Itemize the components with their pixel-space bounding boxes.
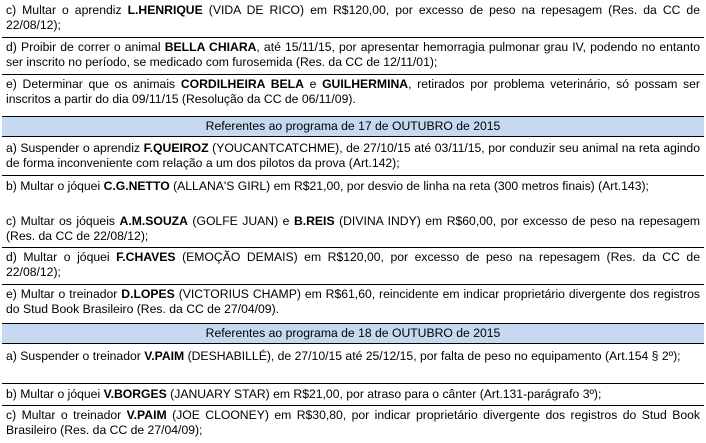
ruling-item — [6, 40, 700, 70]
divider — [2, 284, 704, 285]
ruling-text: (VICTORIUS CHAMP) em R$61,60, reincidente em indicar proprietário divergente dos registros do Stud Book Brasileiro (Res. da CC de 27/04/09). — [6, 287, 701, 316]
ruling-item — [6, 408, 700, 438]
animal-name: CORDILHEIRA BELA — [180, 77, 304, 91]
ruling-item — [6, 349, 700, 364]
ruling-text: a) Suspender o aprendiz — [6, 141, 144, 155]
ruling-item — [6, 214, 700, 244]
ruling-text: c) Multar os jóqueis — [6, 214, 120, 228]
ruling-text: b) Multar o jóquei — [6, 179, 104, 193]
ruling-text: (VIDA DE RICO) em R$120,00, por excesso de peso na repesagem (Res. da CC de 22/08/12); — [6, 3, 700, 32]
person-name: V.PAIM — [126, 408, 167, 422]
divider — [2, 74, 704, 75]
ruling-text: (EMOÇÃO DEMAIS) em R$120,00, por excesso de peso na repesagem (Res. da CC de 22/08/12); — [6, 250, 700, 279]
ruling-item — [6, 141, 700, 171]
ruling-text: c) Multar o aprendiz — [6, 3, 128, 17]
ruling-text: d) Multar o jóquei — [6, 250, 117, 264]
person-name: F.CHAVES — [116, 250, 176, 264]
ruling-text: b) Multar o jóquei — [6, 387, 104, 401]
ruling-item — [6, 287, 700, 317]
person-name: A.M.SOUZA — [119, 214, 188, 228]
section-header — [2, 116, 704, 137]
ruling-text: e) Determinar que os animais — [6, 77, 181, 91]
person-name: V.PAIM — [144, 349, 185, 363]
ruling-text: (JOE CLOONEY) em R$30,80, por indicar proprietário divergente dos registros do Stud Book Brasileiro (Res. da CC de 27/04/09); — [6, 408, 701, 437]
divider — [2, 383, 704, 384]
person-name: B.REIS — [293, 214, 335, 228]
ruling-text: (DIVINA INDY) em R$60,00, por excesso de peso na repesagem (Res. da CC de 22/08/12); — [6, 214, 700, 243]
ruling-text: (YOUCANTCATCHME), de 27/10/15 até 03/11/15, por conduzir seu animal na reta agindo de forma inconveniente com relação a um dos pilotos da prova (Art.142); — [6, 141, 700, 170]
person-name: D.LOPES — [121, 287, 175, 301]
ruling-item — [6, 179, 700, 194]
person-name: F.QUEIROZ — [143, 141, 209, 155]
ruling-text: , até 15/11/15, por apresentar hemorragia pulmonar grau IV, podendo no entanto ser inscrito no período, se medicado com furosemida (Res. da CC de 12/11/01); — [6, 40, 700, 69]
ruling-text: (JANUARY STAR) em R$21,00, por atraso para o cânter (Art.131-parágrafo 3º); — [166, 387, 602, 401]
ruling-text: (ALLANA'S GIRL) em R$21,00, por desvio de linha na reta (300 metros finais) (Art.143); — [169, 179, 649, 193]
divider — [2, 37, 704, 38]
ruling-text: a) Suspender o treinador — [6, 349, 145, 363]
ruling-item — [6, 387, 700, 402]
ruling-text: c) Multar o treinador — [6, 408, 127, 422]
ruling-text: e) Multar o treinador — [6, 287, 122, 301]
animal-name: BELLA CHIARA — [164, 40, 257, 54]
person-name: C.G.NETTO — [103, 179, 170, 193]
divider — [2, 247, 704, 248]
ruling-text: (DESHABILLÉ), de 27/10/15 até 25/12/15, por falta de peso no equipamento (Art.154 § 2º); — [184, 349, 681, 363]
section-header — [2, 323, 704, 344]
person-name: V.BORGES — [103, 387, 167, 401]
section-title: Referentes ao programa de 17 de OUTUBRO de 2015 — [205, 119, 501, 133]
ruling-text: e — [303, 77, 323, 91]
ruling-item — [6, 3, 700, 33]
divider — [2, 175, 704, 176]
person-name: L.HENRIQUE — [127, 3, 203, 17]
section-title: Referentes ao programa de 18 de OUTUBRO de 2015 — [205, 326, 501, 340]
animal-name: GUILHERMINA — [322, 77, 409, 91]
divider — [2, 405, 704, 406]
ruling-text: (GOLFE JUAN) e — [187, 214, 294, 228]
ruling-text: , retirados por problema veterinário, só possam ser inscritos a partir do dia 09/11/15 (Resolução da CC de 06/11/09). — [6, 77, 700, 106]
ruling-item — [6, 77, 700, 107]
ruling-text: d) Proibir de correr o animal — [6, 40, 165, 54]
ruling-item — [6, 250, 700, 280]
